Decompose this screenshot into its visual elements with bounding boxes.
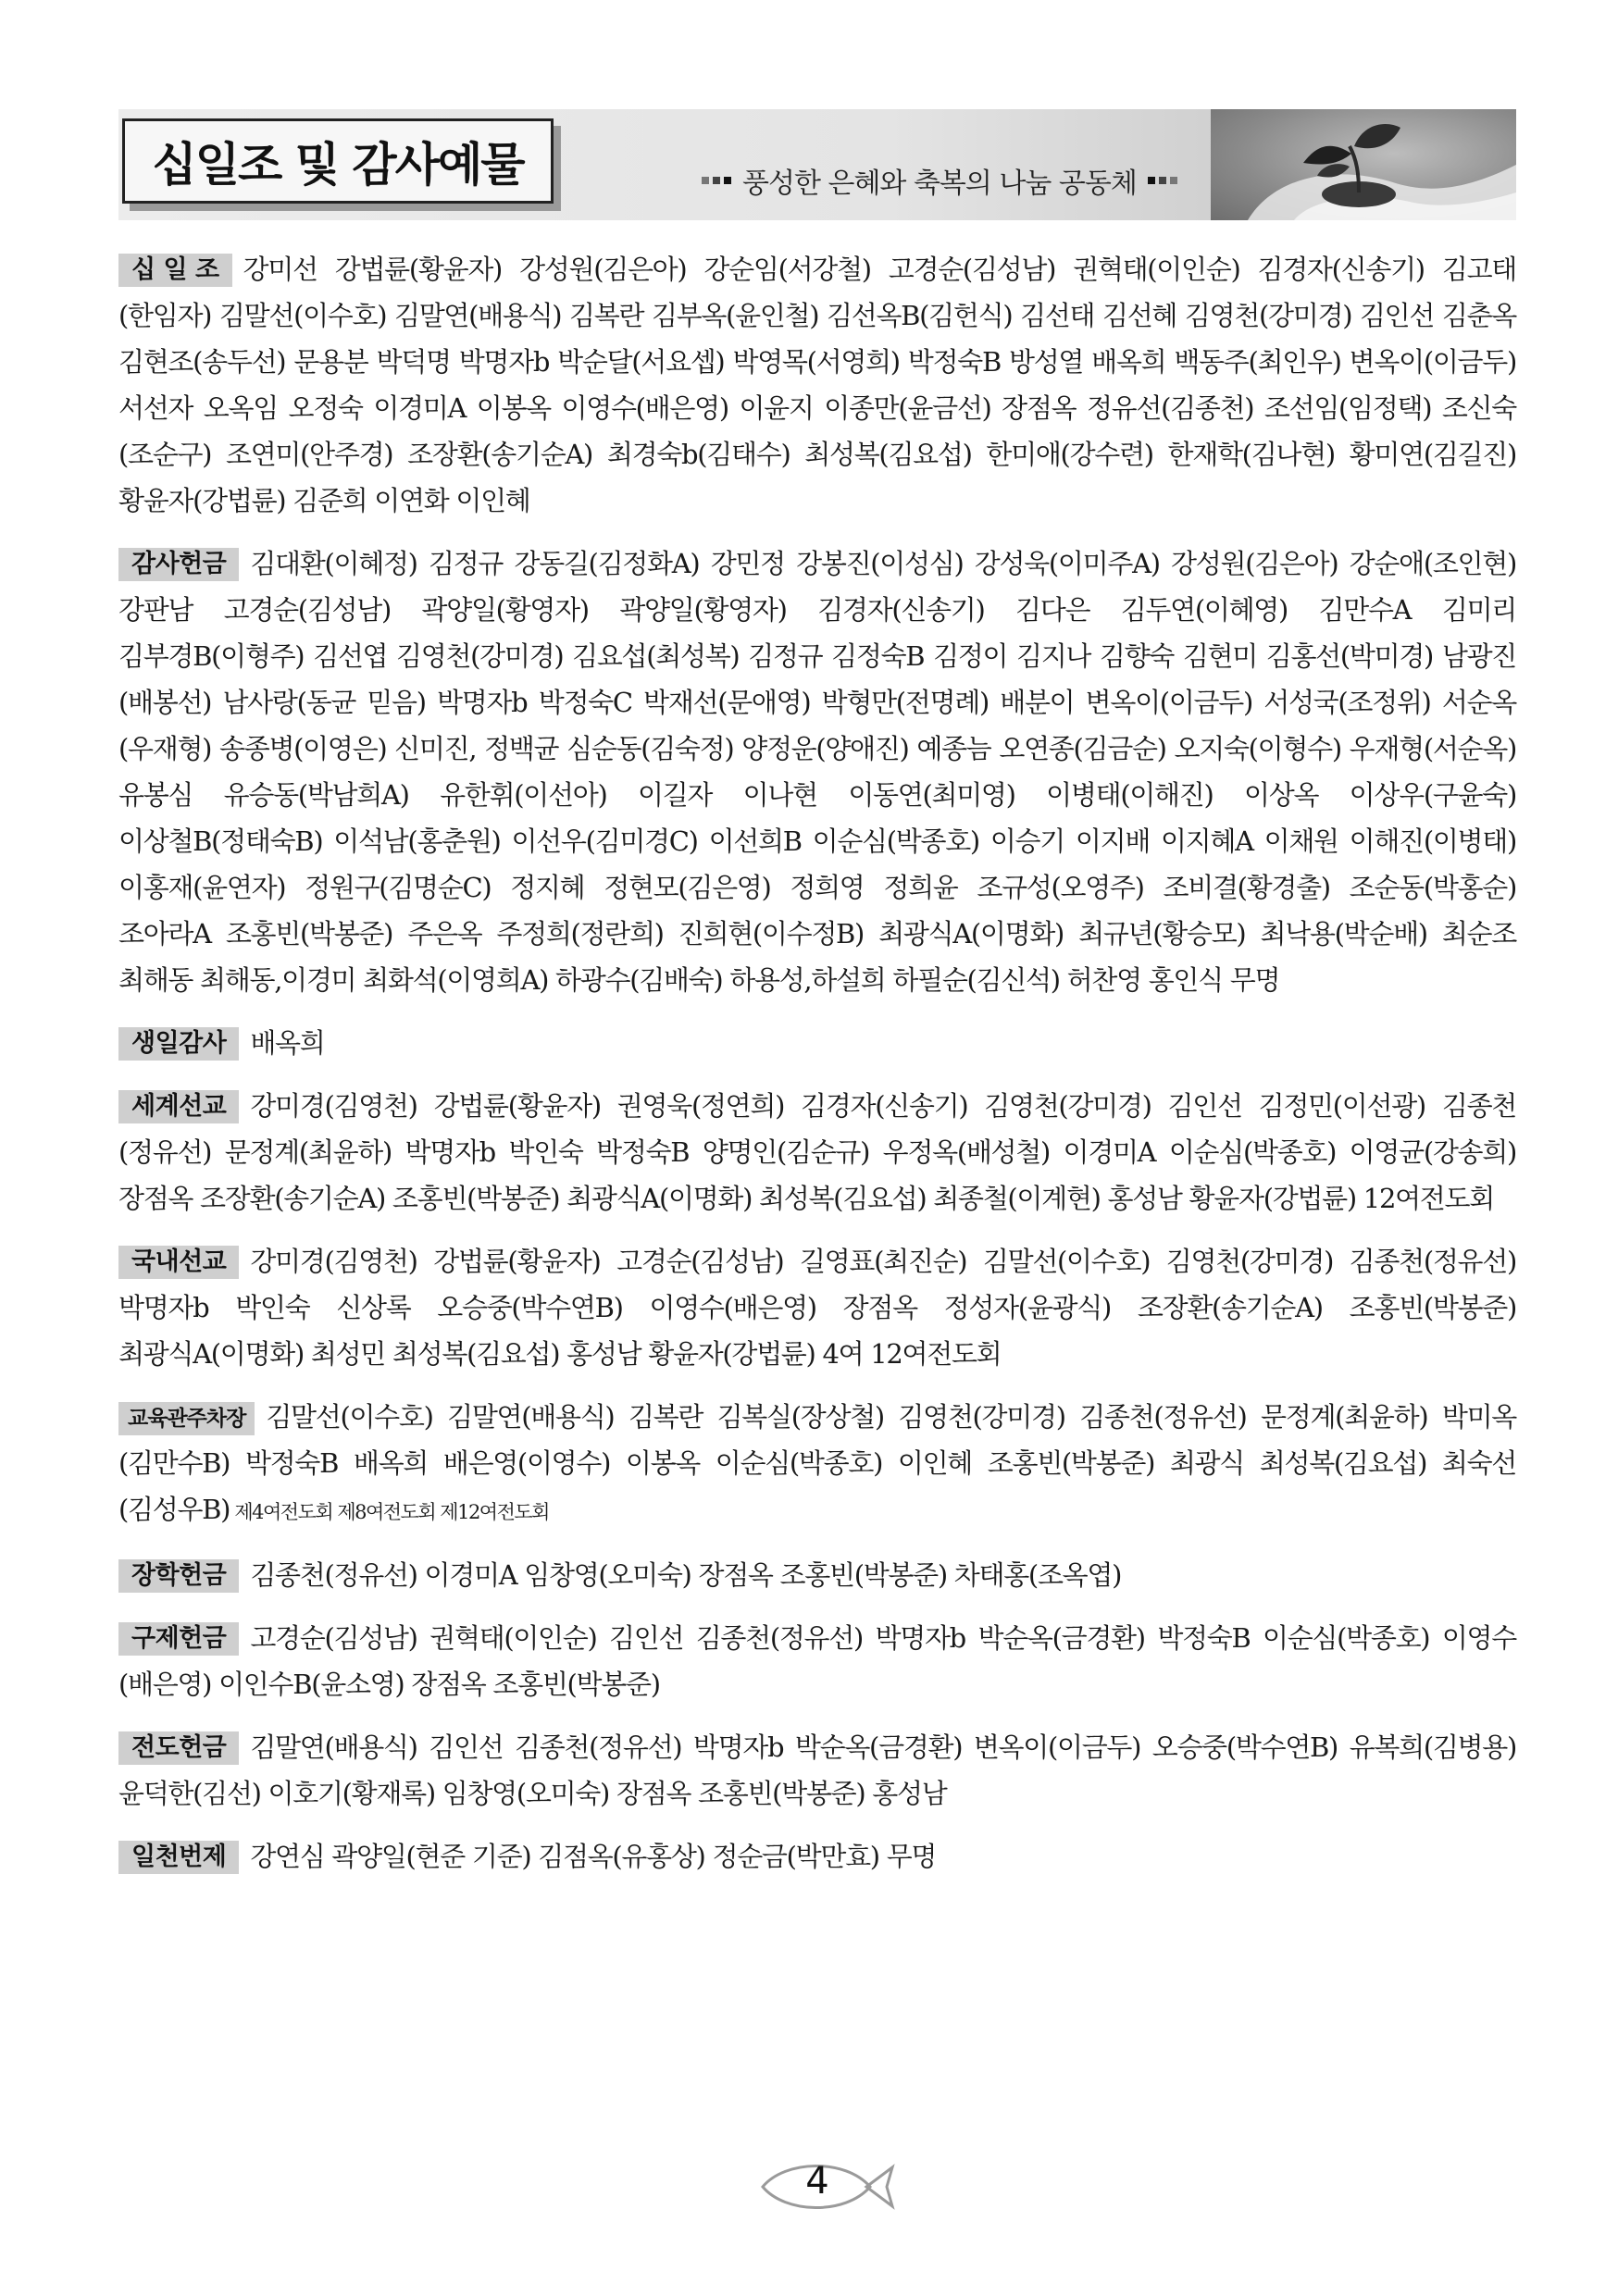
hands-plant-illustration (1211, 109, 1516, 220)
left-dots-decoration (702, 177, 731, 184)
section-label: 일천번제 (118, 1841, 239, 1874)
page-title: 십일조 및 감사예물 (152, 138, 524, 192)
section-label: 교육관주차장 (118, 1402, 255, 1435)
section-parking (118, 1394, 1516, 1535)
section-label: 장학헌금 (118, 1559, 239, 1593)
section-label: 감사헌금 (118, 548, 239, 581)
section-names: 강미경(김영천) 강법륜(황윤자) 권영욱(정연희) 김경자(신송기) 김영천(강미경) 김인선 김정민(이선광) 김종천(정유선) 문정계(최윤하) 박명자b 박인숙 박정숙B 양명인(김순규) 우정옥(배성철) 이경미A 이순심(박종호) 이영균(강송희) 장점옥 조장환(송기순A) 조홍빈(박봉준) 최광식A(이명화) 최성복(김요섭) 최종철(이계현) 홍성남 황윤자(강법륜) 12여전도회 (118, 1090, 1516, 1214)
page-title-box (122, 118, 554, 204)
page-number: 4 (805, 2160, 829, 2203)
section-tithe (118, 246, 1516, 524)
section-label: 십 일 조 (118, 254, 232, 287)
section-label: 전도헌금 (118, 1731, 239, 1765)
offering-list (118, 246, 1516, 1896)
section-relief (118, 1615, 1516, 1707)
section-names: 배옥희 (250, 1027, 325, 1059)
section-label: 구제헌금 (118, 1622, 239, 1656)
page-subtitle-row (702, 157, 1177, 204)
hands-plant-photo (1211, 109, 1516, 220)
section-names: 김말연(배용식) 김인선 김종천(정유선) 박명자b 박순옥(금경환) 변옥이(이금두) 오승중(박수연B) 유복희(김병용) 윤덕한(김선) 이호기(황재록) 임창영(오미숙) 장점옥 조홍빈(박봉준) 홍성남 (118, 1731, 1516, 1809)
section-names: 김말선(이수호) 김말연(배용식) 김복란 김복실(장상철) 김영천(강미경) 김종천(정유선) 문정계(최윤하) 박미옥(김만수B) 박정숙B 배옥희 배은영(이영수) 이봉옥 이순심(박종호) 이인혜 조홍빈(박봉준) 최광식 최성복(김요섭) 최숙선(김성우B) (118, 1401, 1516, 1525)
section-names: 김대환(이혜정) 김정규 강동길(김정화A) 강민정 강봉진(이성심) 강성욱(이미주A) 강성원(김은아) 강순애(조인현) 강판남 고경순(김성남) 곽양일(황영자) 곽양일(황영자) 김경자(신송기) 김다은 김두연(이혜영) 김만수A 김미리 김부경B(이형주) 김선엽 김영천(강미경) 김요섭(최성복) 김정규 김정숙B 김정이 김지나 김향숙 김현미 김홍선(박미경) 남광진(배봉선) 남사랑(동균 믿음) 박명자b 박정숙C 박재선(문애영) 박형만(전명례) 배분이 변옥이(이금두) 서성국(조정위) 서순옥(우재형) 송종병(이영은) 신미진, 정백균 심순동(김숙정) 양정운(양애진) 예종늠 오연종(김금순) 오지숙(이형수) 우재형(서순옥) 유봉심 유승동(박남희A) 유한휘(이선아) 이길자 이나현 이동연(최미영) 이병태(이해진) 이상옥 이상우(구윤숙) 이상철B(정태숙B) 이석남(홍춘원) 이선우(김미경C) 이선희B 이순심(박종호) 이승기 이지배 이지혜A 이채원 이해진(이병태) 이홍재(윤연자) 정원구(김명순C) 정지혜 정현모(김은영) 정희영 정희윤 조규성(오영주) 조비결(황경출) 조순동(박홍순) 조아라A 조홍빈(박봉준) 주은옥 주정희(정란희) 진희현(이수정B) 최광식A(이명화) 최규년(황승모) 최낙용(박순배) 최순조 최해동 최해동,이경미 최화석(이영희A) 하광수(김배숙) 하용성,하설희 하필순(김신석) 허찬영 홍인식 무명 (118, 548, 1516, 996)
page-subtitle: 풍성한 은혜와 축복의 나눔 공동체 (742, 168, 1137, 200)
section-label: 국내선교 (118, 1246, 239, 1279)
section-names-tail: 제4여전도회 제8여전도회 제12여전도회 (230, 1501, 549, 1523)
section-names: 강미선 강법륜(황윤자) 강성원(김은아) 강순임(서강철) 고경순(김성남) 권혁태(이인순) 김경자(신송기) 김고태(한임자) 김말선(이수호) 김말연(배용식) 김복란 김부옥(윤인철) 김선옥B(김헌식) 김선태 김선혜 김영천(강미경) 김인선 김춘옥 김현조(송두선) 문용분 박덕명 박명자b 박순달(서요셉) 박영목(서영희) 박정숙B 방성열 배옥희 백동주(최인우) 변옥이(이금두) 서선자 오옥임 오정숙 이경미A 이봉옥 이영수(배은영) 이윤지 이종만(윤금선) 장점옥 정유선(김종천) 조선임(임정택) 조신숙(조순구) 조연미(안주경) 조장환(송기순A) 최경숙b(김태수) 최성복(김요섭) 한미애(강수련) 한재학(김나현) 황미연(김길진) 황윤자(강법륜) 김준희 이연화 이인혜 (118, 254, 1516, 516)
section-evangelism (118, 1724, 1516, 1817)
section-world-mission (118, 1083, 1516, 1222)
section-label: 생일감사 (118, 1027, 239, 1061)
section-thousand-offering (118, 1833, 1516, 1880)
right-dots-decoration (1148, 177, 1177, 184)
section-birthday (118, 1020, 1516, 1066)
section-thanksgiving (118, 540, 1516, 1003)
section-names: 강미경(김영천) 강법륜(황윤자) 고경순(김성남) 길영표(최진순) 김말선(이수호) 김영천(강미경) 김종천(정유선) 박명자b 박인숙 신상록 오승중(박수연B) 이영수(배은영) 장점옥 정성자(윤광식) 조장환(송기순A) 조홍빈(박봉준) 최광식A(이명화) 최성민 최성복(김요섭) 홍성남 황윤자(강법륜) 4여 12여전도회 (118, 1246, 1516, 1370)
section-names: 김종천(정유선) 이경미A 임창영(오미숙) 장점옥 조홍빈(박봉준) 차태홍(조옥엽) (250, 1559, 1122, 1591)
section-scholarship (118, 1552, 1516, 1598)
section-names: 강연심 곽양일(현준 기준) 김점옥(유홍상) 정순금(박만효) 무명 (250, 1841, 937, 1872)
section-domestic-mission (118, 1238, 1516, 1377)
section-label: 세계선교 (118, 1090, 239, 1123)
page-footer (0, 2154, 1618, 2219)
section-names: 고경순(김성남) 권혁태(이인순) 김인선 김종천(정유선) 박명자b 박순옥(금경환) 박정숙B 이순심(박종호) 이영수(배은영) 이인수B(윤소영) 장점옥 조홍빈(박봉준) (118, 1622, 1516, 1700)
